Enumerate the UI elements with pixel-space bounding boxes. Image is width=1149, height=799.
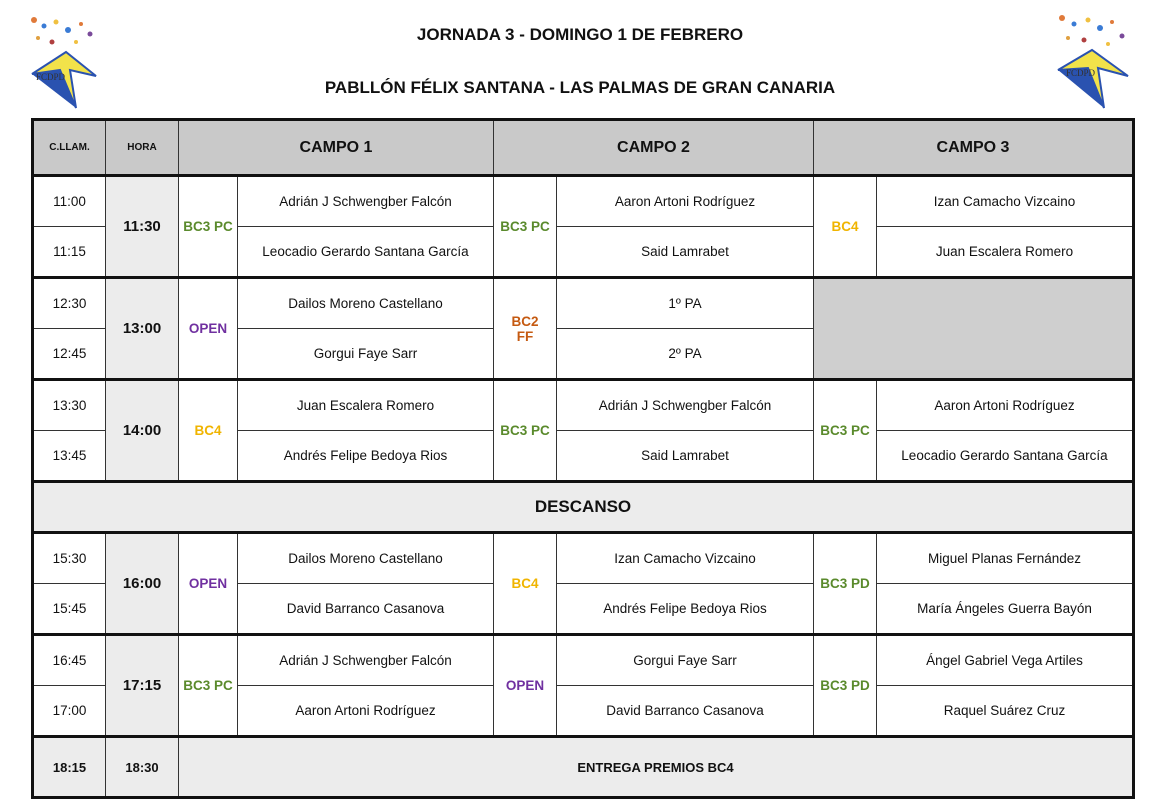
match-time: 18:30 [106, 737, 179, 798]
table-row [33, 533, 1134, 584]
call-time: 15:30 [33, 533, 106, 584]
player-name: 1º PA [557, 278, 814, 329]
player-name: Leocadio Gerardo Santana García [238, 227, 494, 278]
player-name: Adrián J Schwengber Falcón [557, 380, 814, 431]
call-time: 18:15 [33, 737, 106, 798]
call-time: 12:30 [33, 278, 106, 329]
break-label: DESCANSO [33, 482, 1134, 533]
call-header: C.LLAM. [33, 120, 106, 176]
campo2-header: CAMPO 2 [494, 120, 814, 176]
match-time: 11:30 [106, 176, 179, 278]
player-name: Adrián J Schwengber Falcón [238, 176, 494, 227]
player-name: David Barranco Casanova [238, 584, 494, 635]
match-time: 17:15 [106, 635, 179, 737]
call-time: 16:45 [33, 635, 106, 686]
call-time: 15:45 [33, 584, 106, 635]
awards-label: ENTREGA PREMIOS BC4 [179, 737, 1134, 798]
player-name: Aaron Artoni Rodríguez [238, 686, 494, 737]
category-label: BC4 [494, 533, 557, 635]
federation-logo-right-icon [1052, 12, 1132, 112]
hora-header: HORA [106, 120, 179, 176]
player-name: Gorgui Faye Sarr [238, 329, 494, 380]
call-time: 13:30 [33, 380, 106, 431]
category-line: BC2 [511, 313, 539, 329]
match-time: 13:00 [106, 278, 179, 380]
table-row [33, 380, 1134, 431]
player-name: Gorgui Faye Sarr [557, 635, 814, 686]
venue-subtitle: PABLLÓN FÉLIX SANTANA - LAS PALMAS DE GRAN CANARIA [324, 78, 836, 97]
player-name: Said Lamrabet [557, 227, 814, 278]
category-label: BC3 PC [179, 635, 238, 737]
header-row [33, 120, 1134, 176]
player-name: Ángel Gabriel Vega Artiles [877, 635, 1134, 686]
player-name: Izan Camacho Vizcaino [557, 533, 814, 584]
category-label: OPEN [179, 278, 238, 380]
player-name: Miguel Planas Fernández [877, 533, 1134, 584]
campo1-header: CAMPO 1 [179, 120, 494, 176]
player-name: Juan Escalera Romero [877, 227, 1134, 278]
category-label: BC3 PD [814, 635, 877, 737]
table-row [33, 278, 1134, 329]
player-name: 2º PA [557, 329, 814, 380]
category-label: BC3 PD [814, 533, 877, 635]
call-time: 11:00 [33, 176, 106, 227]
player-name: Adrián J Schwengber Falcón [238, 635, 494, 686]
category-label: BC4 [814, 176, 877, 278]
category-label: OPEN [179, 533, 238, 635]
empty-slot [814, 278, 1134, 380]
player-name: Aaron Artoni Rodríguez [557, 176, 814, 227]
table-row [33, 176, 1134, 227]
call-time: 11:15 [33, 227, 106, 278]
category-label: BC4 [179, 380, 238, 482]
table-row [33, 635, 1134, 686]
category-label: BC3 PC [814, 380, 877, 482]
player-name: Juan Escalera Romero [238, 380, 494, 431]
schedule-table [31, 118, 1135, 799]
player-name: Izan Camacho Vizcaino [877, 176, 1134, 227]
break-row [33, 482, 1134, 533]
svg-text:FCDPD: FCDPD [36, 72, 66, 82]
awards-row [33, 737, 1134, 798]
category-label: BC3 PC [494, 176, 557, 278]
player-name: Leocadio Gerardo Santana García [877, 431, 1134, 482]
player-name: Dailos Moreno Castellano [238, 278, 494, 329]
category-label [494, 278, 557, 380]
match-time: 16:00 [106, 533, 179, 635]
player-name: Andrés Felipe Bedoya Rios [238, 431, 494, 482]
player-name: Raquel Suárez Cruz [877, 686, 1134, 737]
player-name: María Ángeles Guerra Bayón [877, 584, 1134, 635]
campo3-header: CAMPO 3 [814, 120, 1134, 176]
player-name: David Barranco Casanova [557, 686, 814, 737]
match-time: 14:00 [106, 380, 179, 482]
call-time: 12:45 [33, 329, 106, 380]
player-name: Said Lamrabet [557, 431, 814, 482]
category-label: BC3 PC [179, 176, 238, 278]
category-label: OPEN [494, 635, 557, 737]
category-label: BC3 PC [494, 380, 557, 482]
category-line: FF [516, 328, 534, 344]
player-name: Dailos Moreno Castellano [238, 533, 494, 584]
call-time: 13:45 [33, 431, 106, 482]
call-time: 17:00 [33, 686, 106, 737]
svg-text:FCDPD: FCDPD [1066, 68, 1096, 78]
federation-logo-left-icon [26, 12, 106, 112]
player-name: Aaron Artoni Rodríguez [877, 380, 1134, 431]
page-title: JORNADA 3 - DOMINGO 1 DE FEBRERO [416, 25, 744, 44]
player-name: Andrés Felipe Bedoya Rios [557, 584, 814, 635]
